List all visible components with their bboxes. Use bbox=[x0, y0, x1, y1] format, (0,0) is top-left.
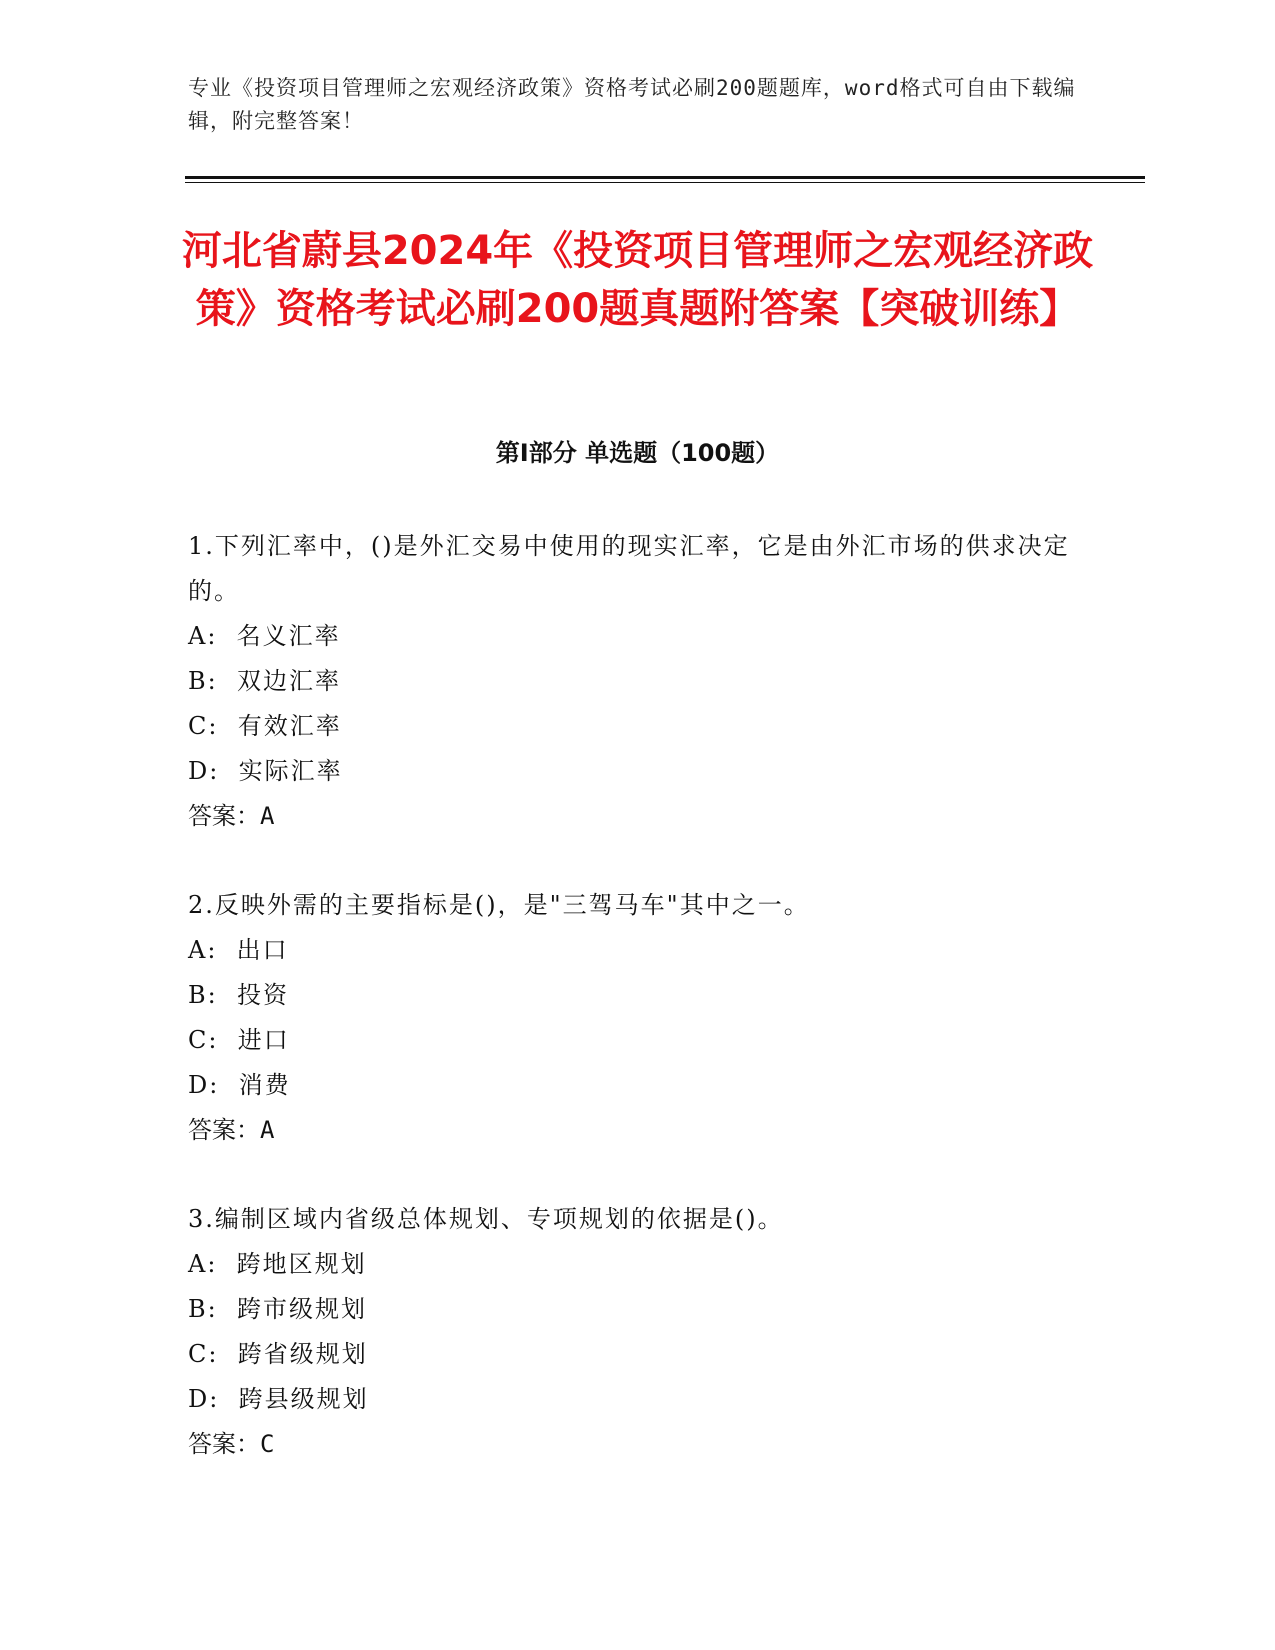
answer-line bbox=[188, 794, 1088, 839]
option-a: A: 出口 bbox=[188, 936, 289, 964]
option-d: D: 实际汇率 bbox=[188, 757, 343, 785]
option-d: D: 消费 bbox=[188, 1071, 291, 1099]
answer-label: 答案： bbox=[188, 1116, 260, 1144]
question-list bbox=[188, 524, 1088, 1511]
answer-label: 答案： bbox=[188, 1430, 260, 1458]
header-divider-thick bbox=[185, 176, 1145, 179]
option-b: B: 投资 bbox=[188, 981, 289, 1009]
header-note: 专业《投资项目管理师之宏观经济政策》资格考试必刷200题题库，word格式可自由下载编辑，附完整答案！ bbox=[188, 76, 1076, 133]
answer-value: A bbox=[260, 802, 275, 830]
question-text: 2.反映外需的主要指标是()，是"三驾马车"其中之一。 bbox=[188, 891, 810, 919]
answer-label: 答案： bbox=[188, 802, 260, 830]
option-c: C: 跨省级规划 bbox=[188, 1340, 368, 1368]
question-1 bbox=[188, 524, 1088, 839]
answer-value: C bbox=[260, 1430, 275, 1458]
option-b: B: 跨市级规划 bbox=[188, 1295, 367, 1323]
section-title: 第Ⅰ部分 单选题（100题） bbox=[495, 439, 780, 467]
option-c: C: 有效汇率 bbox=[188, 712, 342, 740]
option-a: A: 名义汇率 bbox=[188, 622, 341, 650]
answer-value: A bbox=[260, 1116, 275, 1144]
header-divider-thin bbox=[185, 182, 1145, 183]
option-a: A: 跨地区规划 bbox=[188, 1250, 367, 1278]
answer-line bbox=[188, 1422, 1088, 1467]
answer-line bbox=[188, 1108, 1088, 1153]
question-3 bbox=[188, 1197, 1088, 1467]
question-2 bbox=[188, 883, 1088, 1153]
document-title: 河北省蔚县2024年《投资项目管理师之宏观经济政策》资格考试必刷200题真题附答案【突破训练】 bbox=[181, 228, 1094, 332]
option-c: C: 进口 bbox=[188, 1026, 290, 1054]
question-text: 3.编制区域内省级总体规划、专项规划的依据是()。 bbox=[188, 1205, 784, 1233]
option-b: B: 双边汇率 bbox=[188, 667, 341, 695]
option-d: D: 跨县级规划 bbox=[188, 1385, 369, 1413]
question-text: 1.下列汇率中，()是外汇交易中使用的现实汇率，它是由外汇市场的供求决定的。 bbox=[188, 532, 1070, 605]
